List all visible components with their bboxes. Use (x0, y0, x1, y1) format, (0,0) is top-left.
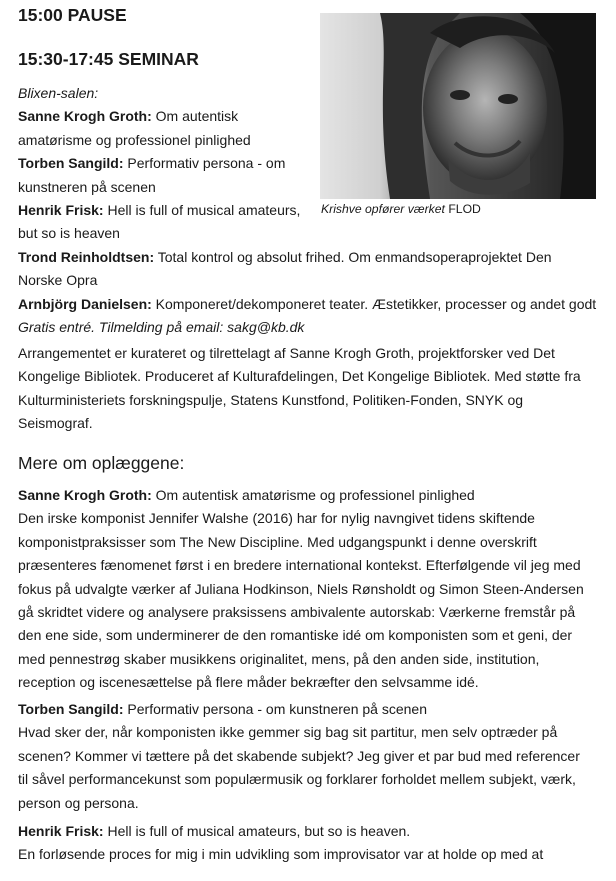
credits-line: Arrangementet er kurateret og tilrettelagt af Sanne Krogh Groth, projektforsker ved Det (18, 345, 555, 361)
description-line: reception og iscenesættelse på flere måder bekræfter den selvsamme idé. (18, 674, 479, 691)
talk-title: Hell is full of musical amateurs, (103, 202, 301, 219)
credits-line: Kulturministeriets forskningspulje, Statens Kunstfond, Politiken-Fonden, SNYK og (18, 391, 524, 408)
talk-title: Komponeret/dekomponeret teater. Æstetikker, processer og andet godt (151, 295, 597, 312)
talk-heading (18, 820, 593, 843)
speaker-name: Torben Sangild: (18, 701, 124, 717)
caption-work: FLOD (448, 202, 481, 216)
pause-label: PAUSE (67, 5, 127, 25)
seminar-time: 15:30-17:45 (18, 49, 114, 69)
talk-title: Om autentisk amatørisme og professionel pinlighed (151, 487, 475, 503)
speaker-name: Sanne Krogh Groth: (18, 487, 152, 503)
talk-heading (18, 698, 593, 721)
talk-description-2 (18, 698, 593, 815)
talk-title: Om autentisk (151, 108, 239, 125)
talk-description-3 (18, 820, 593, 867)
talk-title-cont: but so is heaven (18, 225, 120, 242)
speaker-name: Torben Sangild: (18, 155, 124, 172)
talk-title-cont: kunstneren på scenen (18, 178, 156, 195)
talk-title: Performativ persona - om kunstneren på scenen (123, 701, 428, 717)
description-line: fokus på udvalgte værker af Juliana Hodkinson, Niels Rønsholdt og Simon Steen-Andersen (18, 580, 584, 597)
talk-title: Hell is full of musical amateurs, but so is heaven. (103, 823, 411, 839)
venue: Blixen-salen: (18, 85, 99, 101)
program-list (18, 82, 598, 339)
speaker-name: Arnbjörg Danielsen: (18, 295, 152, 312)
talk-heading (18, 484, 593, 507)
talk-title-cont: Norske Opra (18, 272, 98, 289)
speaker-name: Henrik Frisk: (18, 202, 104, 219)
talk-title: Performativ persona - om (123, 155, 286, 172)
program-item (18, 105, 598, 128)
description-line: Hvad sker der, når komponisten ikke gemmer sig bag sit partitur, men selv optræder på (18, 724, 558, 741)
description-line: præsenteres fænomenet først i en bredere international kontekst. Efterfølgende vil jeg med (18, 557, 581, 574)
description-line: person og persona. (18, 794, 139, 811)
credits-paragraph (18, 342, 593, 436)
description-line: scenen? Kommer vi tættere på det skabende subjekt? Jeg giver et par bud med referencer (18, 747, 580, 764)
section-heading: Mere om oplæggene: (18, 453, 185, 473)
credits-line: Seismograf. (18, 415, 93, 432)
program-item (18, 199, 598, 222)
description-line: til såvel performancekunst som populærmusik og forklarer forholdet mellem subjekt, værk, (18, 771, 576, 788)
program-item (18, 293, 598, 316)
seminar-label: SEMINAR (118, 49, 199, 69)
description-line: den ene side, som underminerer de den romantiske idé om komponisten som et geni, der (18, 627, 573, 644)
description-line: Den irske komponist Jennifer Walshe (2016) har for nylig navngivet tidens skiftende (18, 510, 535, 527)
program-item (18, 152, 598, 175)
admission-info: Gratis entré. Tilmelding på email: sakg@kb.dk (18, 319, 305, 336)
speaker-name: Sanne Krogh Groth: (18, 108, 152, 125)
description-line: gå skridtet videre og analysere praksissens ambivalente autorskab: Værkerne fremstår på (18, 604, 576, 621)
talk-description-1 (18, 484, 593, 695)
description-line: komponistpraksisser som The New Discipline. Med udgangspunkt i denne overskrift (18, 533, 537, 550)
speaker-name: Henrik Frisk: (18, 823, 104, 839)
program-item (18, 246, 598, 269)
pause-heading (18, 4, 127, 26)
pause-time: 15:00 (18, 5, 63, 25)
caption-text: Krishve opfører værket (321, 202, 445, 216)
speaker-name: Trond Reinholdtsen: (18, 248, 155, 265)
seminar-heading (18, 48, 199, 70)
credits-line: Kongelige Bibliotek. Produceret af Kulturafdelingen, Det Kongelige Bibliotek. Med støtte fra (18, 368, 581, 385)
talk-title-cont: amatørisme og professionel pinlighed (18, 131, 251, 148)
description-line: med pennestrøg skaber musikkens originalitet, mens, på den anden side, institution, (18, 650, 540, 667)
description-line: En forløsende proces for mig i min udvikling som improvisator var at holde op med at (18, 846, 544, 863)
talk-title: Total kontrol og absolut frihed. Om enmandsoperaprojektet Den (154, 248, 552, 265)
